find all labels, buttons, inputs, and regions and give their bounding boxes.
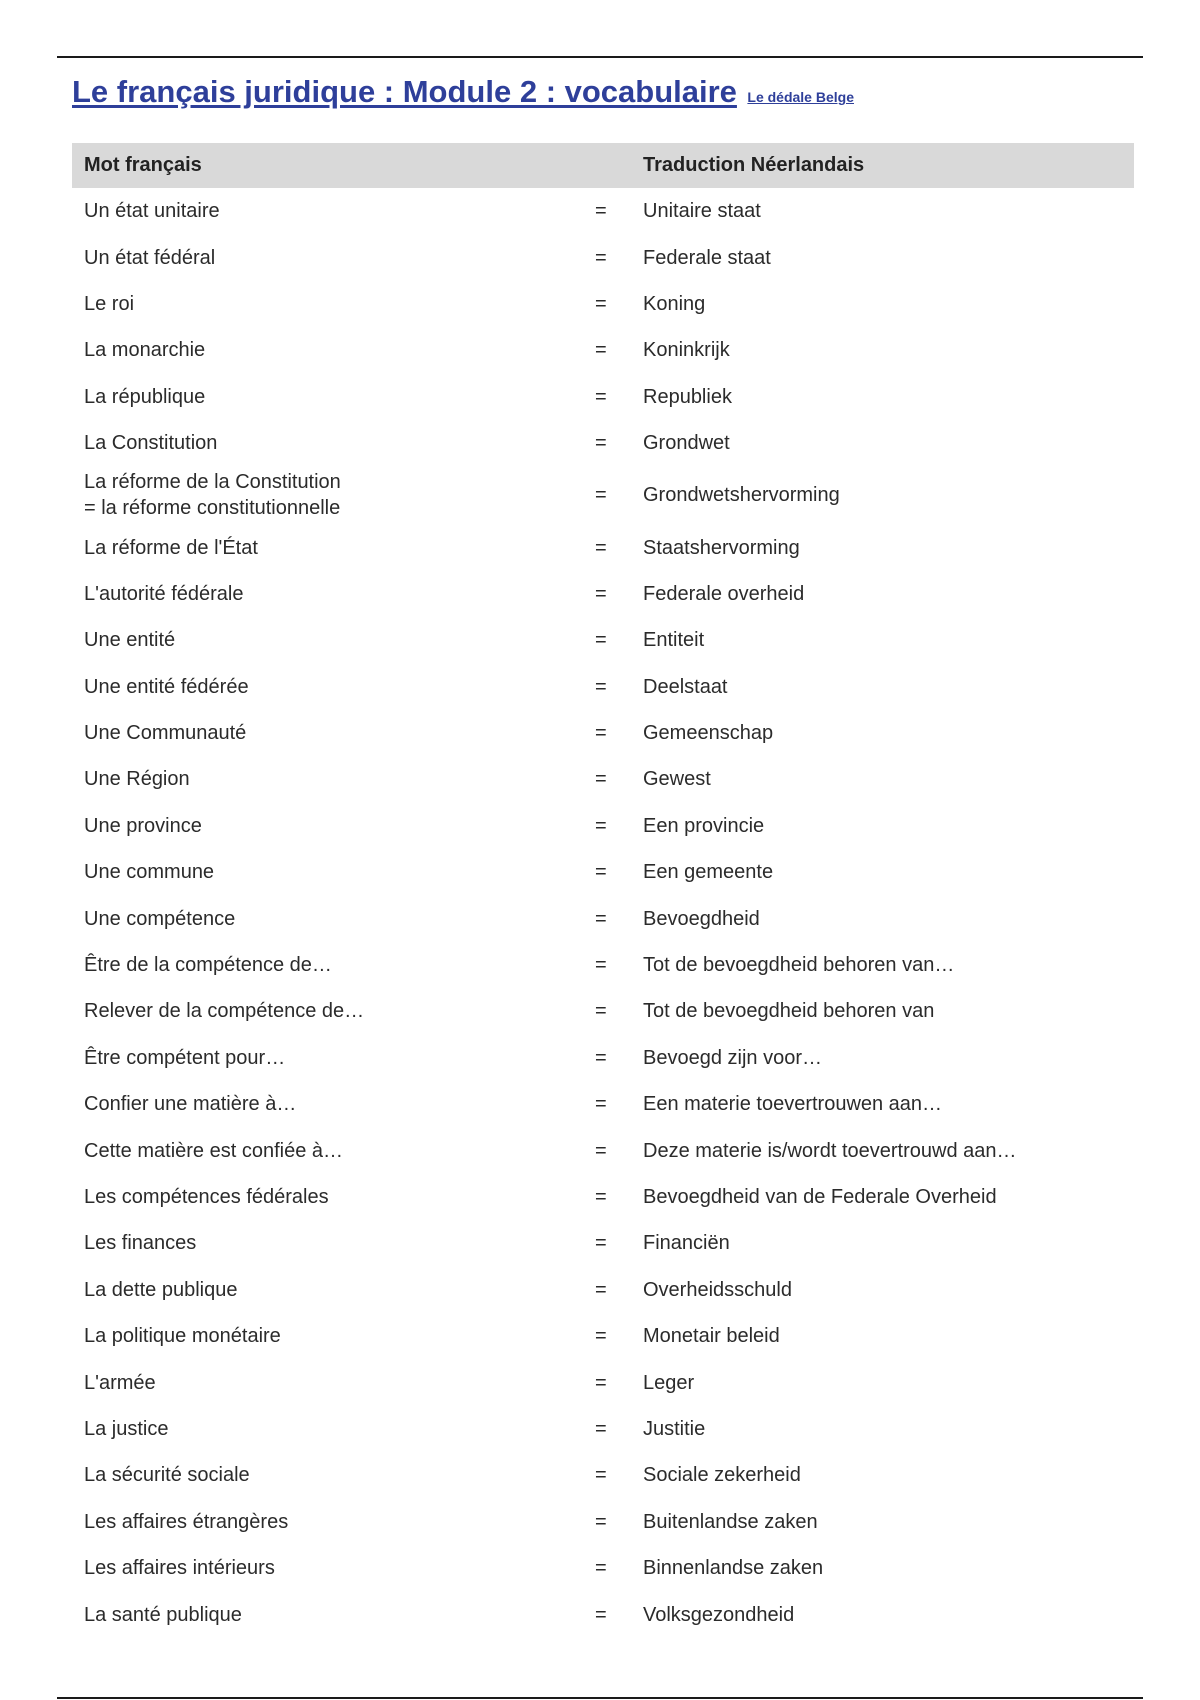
dutch-translation: Monetair beleid <box>643 1325 780 1348</box>
table-row <box>72 1452 1134 1498</box>
french-term <box>84 384 205 410</box>
dutch-translation: Grondwet <box>643 432 730 455</box>
french-term <box>84 337 205 363</box>
french-term-text: La justice <box>84 1417 169 1440</box>
equals-separator: = <box>595 1093 607 1116</box>
french-term <box>84 766 190 792</box>
french-term <box>84 906 235 932</box>
table-row <box>72 524 1134 570</box>
table-row <box>72 942 1134 988</box>
french-term <box>84 1091 296 1117</box>
table-row <box>72 1174 1134 1220</box>
table-header <box>72 143 1134 188</box>
dutch-translation: Federale staat <box>643 246 771 269</box>
equals-separator: = <box>595 385 607 408</box>
table-row <box>72 988 1134 1034</box>
dutch-translation: Justitie <box>643 1417 706 1440</box>
french-term <box>84 1323 281 1349</box>
french-term <box>84 198 220 224</box>
french-term <box>84 720 246 746</box>
french-term-text: La réforme de la Constitution <box>84 471 341 494</box>
dutch-translation: Leger <box>643 1371 695 1394</box>
french-term <box>84 245 215 271</box>
equals-separator: = <box>595 629 607 652</box>
dutch-translation: Republiek <box>643 385 732 408</box>
french-term-text: La réforme de l'État <box>84 536 258 559</box>
french-term-text: La sécurité sociale <box>84 1464 250 1487</box>
french-term-text: Les compétences fédérales <box>84 1186 329 1208</box>
equals-separator: = <box>595 814 607 837</box>
french-term-text: La santé publique <box>84 1603 242 1626</box>
equals-separator: = <box>595 432 607 455</box>
french-term <box>84 1416 169 1442</box>
french-term-text: Relever de la compétence de… <box>84 1000 365 1023</box>
table-row <box>72 1220 1134 1266</box>
equals-separator: = <box>595 768 607 791</box>
equals-separator: = <box>595 339 607 362</box>
dutch-translation: Tot de bevoegdheid behoren van <box>643 1000 935 1023</box>
french-term <box>84 1555 275 1581</box>
french-term <box>84 291 134 317</box>
equals-separator: = <box>595 1186 607 1208</box>
table-row <box>72 1545 1134 1591</box>
equals-separator: = <box>595 536 607 559</box>
table-row <box>72 234 1134 280</box>
dutch-translation: Binnenlandse zaken <box>643 1557 824 1580</box>
french-term-text: L'autorité fédérale <box>84 582 244 605</box>
french-term-text: Confier une matière à… <box>84 1093 297 1116</box>
equals-separator: = <box>595 861 607 884</box>
table-row <box>72 327 1134 373</box>
dutch-translation: Buitenlandse zaken <box>643 1510 818 1533</box>
equals-separator: = <box>595 292 607 315</box>
french-term-text: Cette matière est confiée à… <box>84 1139 344 1162</box>
french-term-text: Les affaires étrangères <box>84 1510 289 1533</box>
equals-separator: = <box>595 1464 607 1487</box>
bottom-rule <box>57 1697 1143 1699</box>
french-term <box>84 952 332 978</box>
french-term <box>84 998 364 1024</box>
dutch-translation: Gewest <box>643 768 711 791</box>
equals-separator: = <box>595 954 607 977</box>
dutch-translation: Unitaire staat <box>643 200 761 223</box>
french-term <box>84 674 249 700</box>
table-row <box>72 1359 1134 1405</box>
french-term <box>84 430 217 456</box>
equals-separator: = <box>595 1510 607 1533</box>
table-row <box>72 1035 1134 1081</box>
dutch-translation: Financiën <box>643 1232 730 1255</box>
table-row <box>72 617 1134 663</box>
dutch-translation: Grondwetshervorming <box>643 484 840 507</box>
dutch-translation: Overheidsschuld <box>643 1278 792 1301</box>
french-term <box>84 813 202 839</box>
french-term-text: Une Région <box>84 768 190 791</box>
equals-separator: = <box>595 675 607 698</box>
french-term-text: Un état fédéral <box>84 246 216 269</box>
table-row <box>72 710 1134 756</box>
french-term-text: Les finances <box>84 1232 197 1255</box>
table-row <box>72 895 1134 941</box>
dutch-translation: Staatshervorming <box>643 536 800 559</box>
document-subtitle: Le dédale Belge <box>747 89 854 105</box>
french-term-text: La dette publique <box>84 1278 238 1301</box>
french-term <box>84 1230 196 1256</box>
dutch-translation: Een provincie <box>643 814 765 837</box>
table-row <box>72 281 1134 327</box>
document-title: Le français juridique : Module 2 : vocabulaire <box>72 74 737 109</box>
dutch-translation: Koning <box>643 292 706 315</box>
document-heading <box>72 74 854 110</box>
french-term-text: Être compétent pour… <box>84 1046 286 1069</box>
french-term-text: Une Communauté <box>84 722 247 745</box>
table-row <box>72 1313 1134 1359</box>
dutch-translation: Volksgezondheid <box>643 1603 795 1626</box>
table-row <box>72 1499 1134 1545</box>
dutch-translation: Bevoegdheid <box>643 907 760 930</box>
french-term-text: Une entité <box>84 629 176 652</box>
french-term <box>84 581 243 607</box>
dutch-translation: Entiteit <box>643 629 705 652</box>
equals-separator: = <box>595 1603 607 1626</box>
table-row <box>72 1591 1134 1637</box>
dutch-translation: Deze materie is/wordt toevertrouwd aan… <box>643 1139 1017 1162</box>
french-term-text: La monarchie <box>84 339 206 362</box>
dutch-translation: Deelstaat <box>643 675 728 698</box>
french-term <box>84 535 258 561</box>
french-term <box>84 1184 329 1210</box>
table-row <box>72 1267 1134 1313</box>
french-term <box>84 1602 242 1628</box>
table-row <box>72 1081 1134 1127</box>
table-row <box>72 466 1134 524</box>
french-term <box>84 1370 156 1396</box>
french-term <box>84 859 214 885</box>
equals-separator: = <box>595 1139 607 1162</box>
table-row <box>72 1127 1134 1173</box>
french-term-text: Le roi <box>84 292 135 315</box>
french-term-text: Une compétence <box>84 907 236 930</box>
equals-separator: = <box>595 1325 607 1348</box>
equals-separator: = <box>595 1557 607 1580</box>
equals-separator: = <box>595 907 607 930</box>
equals-separator: = <box>595 1417 607 1440</box>
french-term-text: La politique monétaire <box>84 1325 281 1348</box>
dutch-translation: Bevoegdheid van de Federale Overheid <box>643 1186 997 1208</box>
equals-separator: = <box>595 246 607 269</box>
vocabulary-table <box>72 188 1134 1638</box>
french-term-text: Un état unitaire <box>84 200 220 223</box>
french-term <box>84 1277 237 1303</box>
equals-separator: = <box>595 484 607 507</box>
table-row <box>72 571 1134 617</box>
french-term <box>84 1045 285 1071</box>
french-term-text: Une commune <box>84 861 215 884</box>
french-term-text: Une province <box>84 814 202 837</box>
equals-separator: = <box>595 1278 607 1301</box>
table-row <box>72 803 1134 849</box>
equals-separator: = <box>595 1046 607 1069</box>
french-term-synonym: = la réforme constitutionnelle <box>84 497 341 520</box>
french-term-text: L'armée <box>84 1371 156 1394</box>
dutch-translation: Koninkrijk <box>643 339 730 362</box>
header-dutch: Traduction Néerlandais <box>643 154 865 176</box>
french-term <box>84 1462 250 1488</box>
dutch-translation: Federale overheid <box>643 582 805 605</box>
french-term-text: Être de la compétence de… <box>84 954 332 977</box>
table-row <box>72 1406 1134 1452</box>
french-term <box>84 469 341 521</box>
equals-separator: = <box>595 200 607 223</box>
french-term <box>84 1138 343 1164</box>
table-row <box>72 188 1134 234</box>
dutch-translation: Tot de bevoegdheid behoren van… <box>643 954 955 977</box>
french-term <box>84 627 175 653</box>
table-row <box>72 756 1134 802</box>
dutch-translation: Bevoegd zijn voor… <box>643 1046 822 1069</box>
equals-separator: = <box>595 582 607 605</box>
table-row <box>72 374 1134 420</box>
table-row <box>72 849 1134 895</box>
dutch-translation: Een materie toevertrouwen aan… <box>643 1093 943 1116</box>
dutch-translation: Een gemeente <box>643 861 774 884</box>
french-term-text: La république <box>84 385 206 408</box>
french-term-text: Les affaires intérieurs <box>84 1557 275 1580</box>
french-term-text: Une entité fédérée <box>84 675 249 698</box>
equals-separator: = <box>595 1000 607 1023</box>
french-term-text: La Constitution <box>84 432 218 455</box>
header-french: Mot français <box>84 154 202 176</box>
french-term <box>84 1509 288 1535</box>
equals-separator: = <box>595 1232 607 1255</box>
equals-separator: = <box>595 722 607 745</box>
table-row <box>72 420 1134 466</box>
table-row <box>72 664 1134 710</box>
dutch-translation: Sociale zekerheid <box>643 1464 801 1487</box>
dutch-translation: Gemeenschap <box>643 722 774 745</box>
equals-separator: = <box>595 1371 607 1394</box>
top-rule <box>57 56 1143 58</box>
